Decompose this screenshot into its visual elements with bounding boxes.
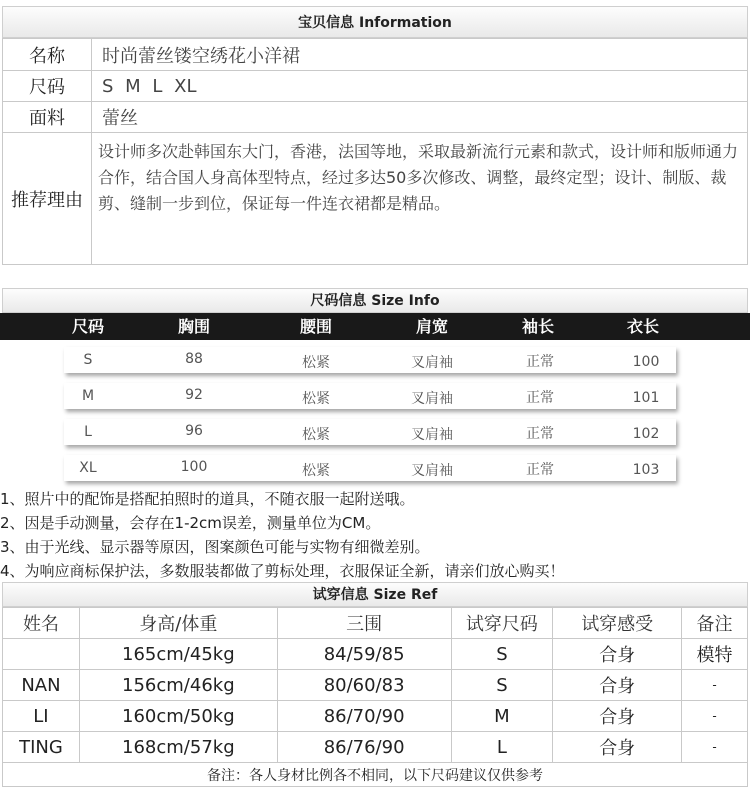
info-value-reason: 设计师多次赴韩国东大门，香港，法国等地，采取最新流行元素和款式，设计师和版师通力合作，结合国人身高体型特点，经过多达50多次修改、调整，最终定型；设计、制版、裁剪、缝制一步到位，保证每一件连衣裙都是精品。 [92, 133, 748, 265]
size-cell: 103 [632, 462, 660, 478]
info-label-size: 尺码 [3, 71, 92, 102]
size-row [64, 383, 676, 409]
ref-col-measurements: 三围 [277, 608, 451, 639]
info-label-name: 名称 [3, 39, 92, 71]
size-cell: 101 [632, 390, 660, 406]
info-section-header: 宝贝信息 Information [2, 6, 748, 38]
size-cell: 松紧 [302, 391, 330, 407]
size-cell: 正常 [526, 390, 554, 406]
ref-cell: 合身 [553, 639, 682, 670]
ref-cell: M [451, 701, 553, 732]
size-ref-footer: 备注：各人身材比例各不相同，以下尺码建议仅供参考 [3, 763, 748, 787]
note-line: 1、照片中的配饰是搭配拍照时的道具，不随衣服一起附送哦。 [0, 490, 415, 508]
ref-cell [3, 639, 80, 670]
table-row [3, 670, 748, 701]
size-cell: 松紧 [302, 427, 330, 443]
ref-cell: 165cm/45kg [79, 639, 277, 670]
info-row-size [3, 71, 748, 102]
note-line: 2、因是手动测量，会存在1-2cm误差，测量单位为CM。 [0, 514, 381, 532]
info-value-name: 时尚蕾丝镂空绣花小洋裙 [92, 39, 748, 71]
size-cell: L [84, 424, 92, 440]
size-cell: S [83, 352, 93, 368]
size-cell: 92 [185, 387, 203, 403]
ref-cell: 合身 [553, 701, 682, 732]
size-col-sleeve: 袖长 [521, 317, 555, 336]
size-cell: XL [79, 460, 97, 476]
size-col-bust: 胸围 [177, 317, 211, 336]
ref-cell: 合身 [553, 670, 682, 701]
info-label-fabric: 面料 [3, 102, 92, 133]
ref-cell: 模特 [682, 639, 748, 670]
table-row [3, 732, 748, 763]
ref-cell: TING [3, 732, 80, 763]
size-col-waist: 腰围 [299, 317, 333, 336]
size-cell: 叉肩袖 [411, 391, 453, 407]
size-cell: 正常 [526, 354, 554, 370]
size-cell: 100 [632, 354, 660, 370]
table-row [3, 639, 748, 670]
size-cell: 叉肩袖 [411, 427, 453, 443]
ref-cell: LI [3, 701, 80, 732]
ref-cell: S [451, 639, 553, 670]
size-cell: 96 [185, 423, 203, 439]
ref-col-remark: 备注 [682, 608, 748, 639]
size-cell: 叉肩袖 [411, 463, 453, 479]
size-cell: 叉肩袖 [411, 355, 453, 371]
size-cell: 松紧 [302, 463, 330, 479]
ref-cell: 156cm/46kg [79, 670, 277, 701]
info-label-reason: 推荐理由 [3, 133, 92, 265]
ref-cell: S [451, 670, 553, 701]
info-value-fabric: 蕾丝 [92, 102, 748, 133]
size-cell: 102 [632, 426, 660, 442]
size-ref-header-row [3, 608, 748, 639]
size-col-size: 尺码 [71, 317, 105, 336]
ref-cell: NAN [3, 670, 80, 701]
info-row-name [3, 39, 748, 71]
size-cell: 正常 [526, 426, 554, 442]
size-col-length: 衣长 [626, 317, 660, 336]
size-row [64, 419, 676, 445]
size-cell: 88 [185, 351, 203, 367]
size-cell: 正常 [526, 462, 554, 478]
ref-cell: 84/59/85 [277, 639, 451, 670]
size-info-section-header: 尺码信息 Size Info [2, 288, 748, 313]
size-ref-table [2, 607, 748, 787]
size-ref-section-header: 试穿信息 Size Ref [2, 582, 748, 607]
size-col-shoulder: 肩宽 [415, 317, 449, 336]
ref-cell: 86/76/90 [277, 732, 451, 763]
size-ref-footer-row [3, 763, 748, 787]
size-cell: 松紧 [302, 355, 330, 371]
ref-cell: - [682, 732, 748, 763]
size-cell: 100 [180, 459, 208, 475]
ref-cell: 86/70/90 [277, 701, 451, 732]
ref-col-fit: 试穿感受 [553, 608, 682, 639]
table-row [3, 701, 748, 732]
note-line: 4、为响应商标保护法，多数服装都做了剪标处理，衣服保证全新，请亲们放心购买！ [0, 562, 565, 580]
ref-col-name: 姓名 [3, 608, 80, 639]
info-table [2, 38, 748, 265]
size-cell: M [81, 388, 95, 404]
ref-cell: 80/60/83 [277, 670, 451, 701]
ref-col-try-size: 试穿尺码 [451, 608, 553, 639]
ref-cell: L [451, 732, 553, 763]
info-row-fabric [3, 102, 748, 133]
size-row [64, 455, 676, 481]
ref-col-height-weight: 身高/体重 [79, 608, 277, 639]
ref-cell: - [682, 701, 748, 732]
ref-cell: 168cm/57kg [79, 732, 277, 763]
ref-cell: 160cm/50kg [79, 701, 277, 732]
info-row-reason [3, 133, 748, 265]
ref-cell: 合身 [553, 732, 682, 763]
note-line: 3、由于光线、显示器等原因，图案颜色可能与实物有细微差别。 [0, 538, 430, 556]
info-value-size: S M L XL [92, 71, 748, 102]
ref-cell: - [682, 670, 748, 701]
size-row [64, 347, 676, 373]
